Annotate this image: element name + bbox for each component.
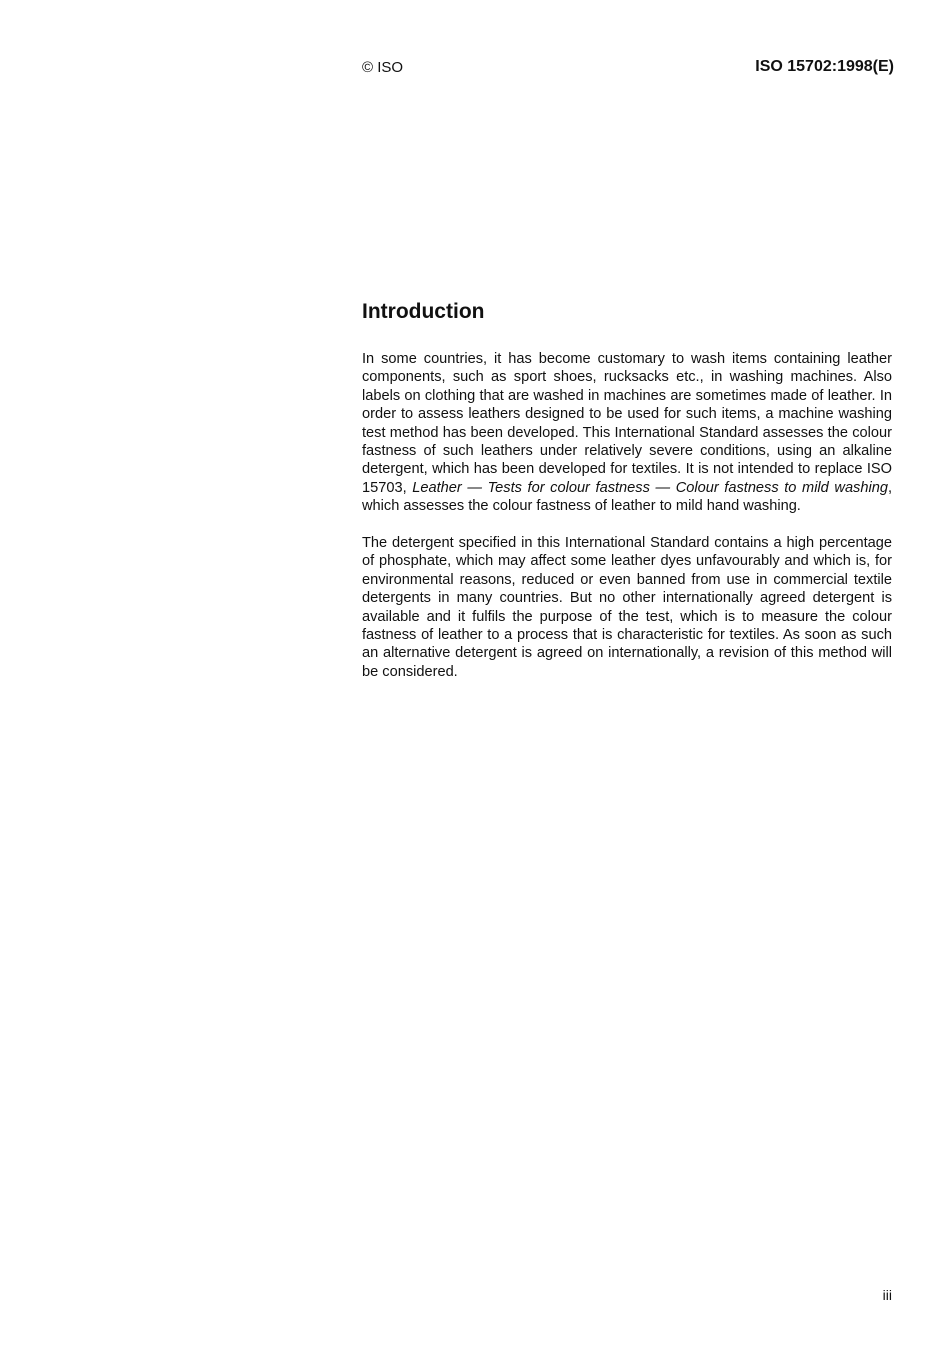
document-body bbox=[362, 350, 892, 700]
paragraph-1-text-b: , which assesses the colour fastness of leather to mild hand washing. bbox=[362, 479, 893, 515]
paragraph-1-referenced-title: Leather — Tests for colour fastness — Colour fastness to mild washing bbox=[412, 479, 888, 496]
header-standard-number: ISO 15702:1998(E) bbox=[755, 58, 894, 75]
paragraph-1 bbox=[362, 350, 892, 516]
page-title: Introduction bbox=[362, 300, 485, 323]
header-copyright: © ISO bbox=[362, 59, 404, 76]
paragraph-1-text-a: In some countries, it has become customary to wash items containing leather components, such as sport shoes, rucksacks etc., in washing machines. Also labels on clothing that are washed in machines are sometimes made of leather. In order to assess leathers designed to be used for such items, a machine washing test method has been developed. This International Standard assesses the colour fastness of such leathers under relatively severe conditions, using an alkaline detergent, which has been developed for textiles. It is not intended to replace ISO 15703, bbox=[362, 351, 892, 496]
page-number: iii bbox=[882, 1287, 892, 1303]
paragraph-2: The detergent specified in this International Standard contains a high percentage of phosphate, which may affect some leather dyes unfavourably and which is, for environmental reasons, reduced or even banned from use in commercial textile detergents in many countries. But no other internationally agreed detergent is available and it fulfils the purpose of the test, which is to measure the colour fastness of leather to a process that is characteristic for textiles. As soon as such an alternative detergent is agreed on internationally, a revision of this method will be considered. bbox=[362, 535, 892, 680]
